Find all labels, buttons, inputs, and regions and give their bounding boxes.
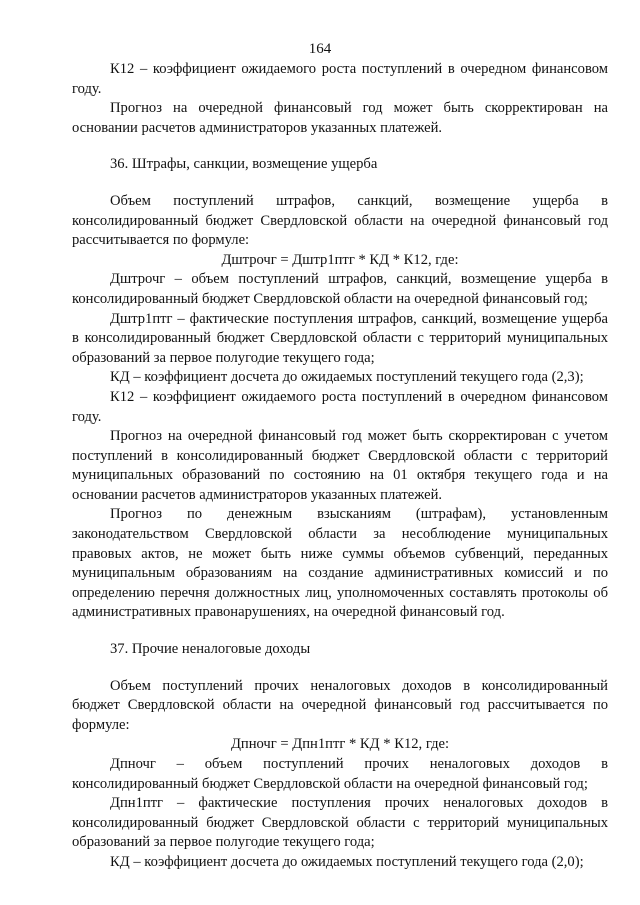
paragraph-forecast-top: Прогноз на очередной финансовый год может быть скорректирован на основании расчетов администраторов указанных платежей. (72, 100, 608, 136)
section-36-intro: Объем поступлений штрафов, санкций, возмещение ущерба в консолидированный бюджет Свердловской области на очередной финансовый год рассчитывается по формуле: (72, 192, 608, 249)
section-37-definition: Дпночг – объем поступлений прочих неналоговых доходов в консолидированный бюджет Свердловской области на очередной финансовый год; (72, 756, 608, 792)
section-36-paragraph: Прогноз по денежным взысканиям (штрафам), установленным законодательством Свердловской области за несоблюдение муниципальных правовых актов, не может быть ниже суммы объемов субвенций, переданных муниципальным образованиям на создание административных комиссий и по определению перечня должностных лиц, уполномоченных составлять протоколы об административных правонарушениях, на очередной финансовый год. (72, 506, 608, 621)
section-36-definition: Дштр1птг – фактические поступления штрафов, санкций, возмещение ущерба в консолидированный бюджет Свердловской области с территорий муниципальных образований за первое полугодие текущего года; (72, 310, 608, 366)
section-37-definition: Дпн1птг – фактические поступления прочих неналоговых доходов в консолидированный бюджет Свердловской области с территорий муниципальных образований за первое полугодие текущего года; (72, 795, 608, 851)
section-36-paragraph: Прогноз на очередной финансовый год может быть скорректирован с учетом поступлений в консолидированный бюджет Свердловской области с территорий муниципальных образований по состоянию на 01 октября текущего года и на основании расчетов администраторов указанных платежей. (72, 428, 608, 503)
section-37-intro: Объем поступлений прочих неналоговых доходов в консолидированный бюджет Свердловской области на очередной финансовый год рассчитывается по формуле: (72, 677, 608, 733)
section-37-formula: Дпночг = Дпн1птг * КД * К12, где: (230, 736, 450, 753)
paragraph-k12-top: К12 – коэффициент ожидаемого роста поступлений в очередном финансовом году. (72, 61, 608, 97)
section-36-definition: К12 – коэффициент ожидаемого роста поступлений в очередном финансовом году. (72, 388, 608, 425)
section-37-definition: КД – коэффициент досчета до ожидаемых поступлений текущего года (2,0); (110, 853, 584, 870)
page-body (72, 60, 608, 873)
section-36-definition: Дштрочг – объем поступлений штрафов, санкций, возмещение ущерба в консолидированный бюджет Свердловской области на очередной финансовый год; (72, 271, 608, 307)
section-37-heading: 37. Прочие неналоговые доходы (110, 641, 311, 658)
section-36-heading: 36. Штрафы, санкции, возмещение ущерба (110, 156, 378, 173)
page-number: 164 (308, 41, 332, 57)
section-36-definition: КД – коэффициент досчета до ожидаемых поступлений текущего года (2,3); (110, 369, 584, 386)
section-36-formula: Дштрочг = Дштр1птг * КД * К12, где: (221, 251, 459, 268)
